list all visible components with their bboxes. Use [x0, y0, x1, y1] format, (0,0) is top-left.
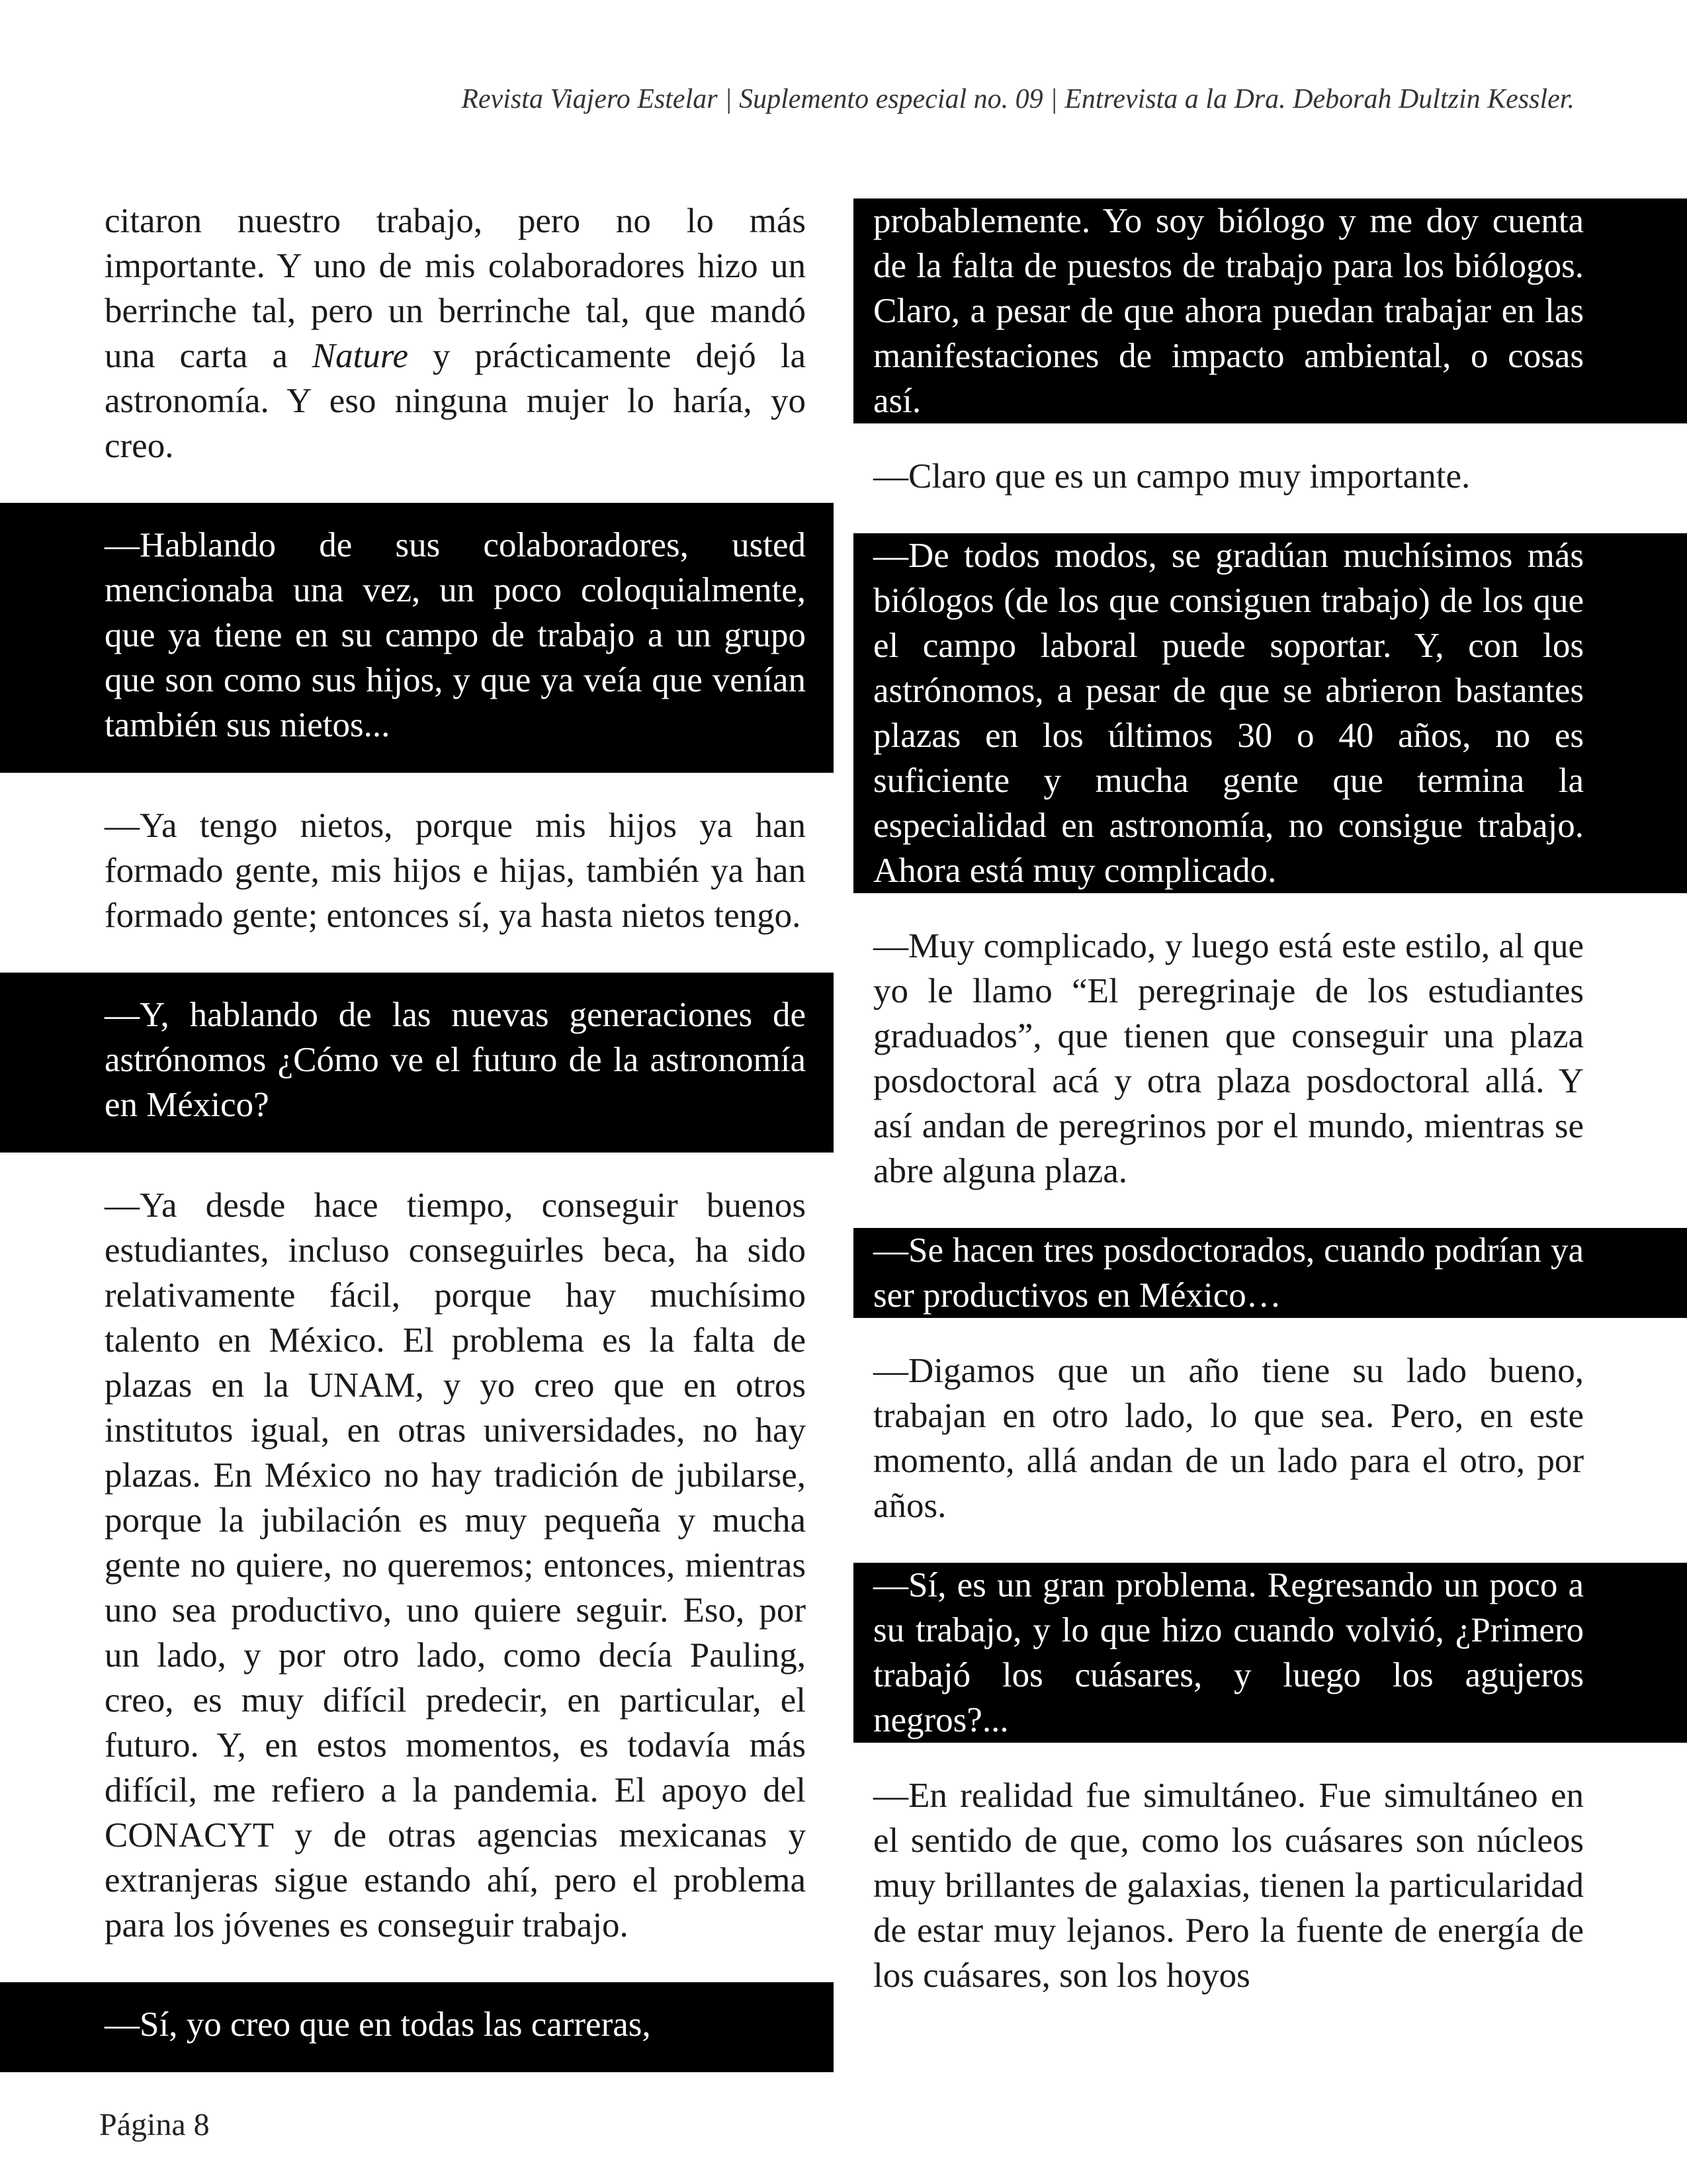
answer-paragraph — [0, 198, 834, 468]
answer-text: citaron nuestro trabajo, pero no lo más importante. Y uno de mis colaboradores hizo un berrinche tal, pero un berrinche tal, que mandó una carta a — [105, 202, 806, 375]
page-number: Página 8 — [99, 2107, 210, 2142]
right-column — [853, 198, 1687, 2091]
answer-paragraph: —Ya desde hace tiempo, conseguir buenos estudiantes, incluso conseguirles beca, ha sido relativamente fácil, porque hay muchísimo talento en México. El problema es la falta de plazas en la UNAM, y yo creo que en otros institutos igual, en otras universidades, no hay plazas. En México no hay tradición de jubilarse, porque la jubilación es muy pequeña y mucha gente no quiere, no queremos; entonces, mientras uno sea productivo, uno quiere seguir. Eso, por un lado, y por otro lado, como decía Pauling, creo, es muy difícil predecir, en particular, el futuro. Y, en estos momentos, es todavía más difícil, me refiero a la pandemia. El apoyo del CONACYT y de otras agencias mexicanas y extranjeras sigue estando ahí, pero el problema para los jóvenes es conseguir trabajo. — [105, 1186, 806, 1944]
question-block: —De todos modos, se gradúan muchísimos más biólogos (de los que consiguen trabajo) de los que el campo laboral puede soportar. Y, con los astrónomos, a pesar de que se abrieron bastantes plazas en los últimos 30 o 40 años, no es suficiente y mucha gente que termina la especialidad en astronomía, no consigue trabajo. Ahora está muy complicado. — [853, 533, 1687, 893]
answer-paragraph: —Muy complicado, y luego está este estilo, al que yo le llamo “El peregrinaje de los estudiantes graduados”, que tienen que conseguir una plaza posdoctoral acá y otra plaza posdoctoral allá. Y así andan de peregrinos por el mundo, mientras se abre alguna plaza. — [873, 927, 1584, 1190]
question-block: —Sí, es un gran problema. Regresando un poco a su trabajo, y lo que hizo cuando volvió, ¿Primero trabajó los cuásares, y luego los agujeros negros?... — [853, 1563, 1687, 1743]
journal-name: Nature — [312, 337, 409, 375]
question-block: —Y, hablando de las nuevas generaciones de astrónomos ¿Cómo ve el futuro de la astronomía en México? — [0, 973, 834, 1153]
question-block: —Se hacen tres posdoctorados, cuando podrían ya ser productivos en México… — [853, 1228, 1687, 1318]
answer-paragraph: —Digamos que un año tiene su lado bueno, trabajan en otro lado, lo que sea. Pero, en este momento, allá andan de un lado para el otro, por años. — [873, 1352, 1584, 1525]
answer-paragraph: —En realidad fue simultáneo. Fue simultáneo en el sentido de que, como los cuásares son núcleos muy brillantes de galaxias, tienen la particularidad de estar muy lejanos. Pero la fuente de energía de los cuásares, son los hoyos — [873, 1776, 1584, 1995]
answer-paragraph: —Claro que es un campo muy importante. — [873, 457, 1471, 496]
question-block: —Sí, yo creo que en todas las carreras, — [0, 1982, 834, 2072]
running-header: Revista Viajero Estelar | Suplemento especial no. 09 | Entrevista a la Dra. Deborah Dultzin Kessler. — [461, 84, 1575, 114]
question-block: probablemente. Yo soy biólogo y me doy cuenta de la falta de puestos de trabajo para los biólogos. Claro, a pesar de que ahora puedan trabajar en las manifestaciones de impacto ambiental, o cosas así. — [853, 198, 1687, 423]
answer-text: y prácticamente dejó la astronomía. Y eso ninguna mujer lo haría, yo creo. — [105, 337, 806, 465]
question-block: —Hablando de sus colaboradores, usted mencionaba una vez, un poco coloquialmente, que ya tiene en su campo de trabajo a un grupo que son como sus hijos, y que ya veía que venían también sus nietos... — [0, 503, 834, 773]
left-column — [0, 198, 834, 2091]
answer-paragraph: —Ya tengo nietos, porque mis hijos ya han formado gente, mis hijos e hijas, también ya han formado gente; entonces sí, ya hasta nietos tengo. — [105, 807, 806, 935]
